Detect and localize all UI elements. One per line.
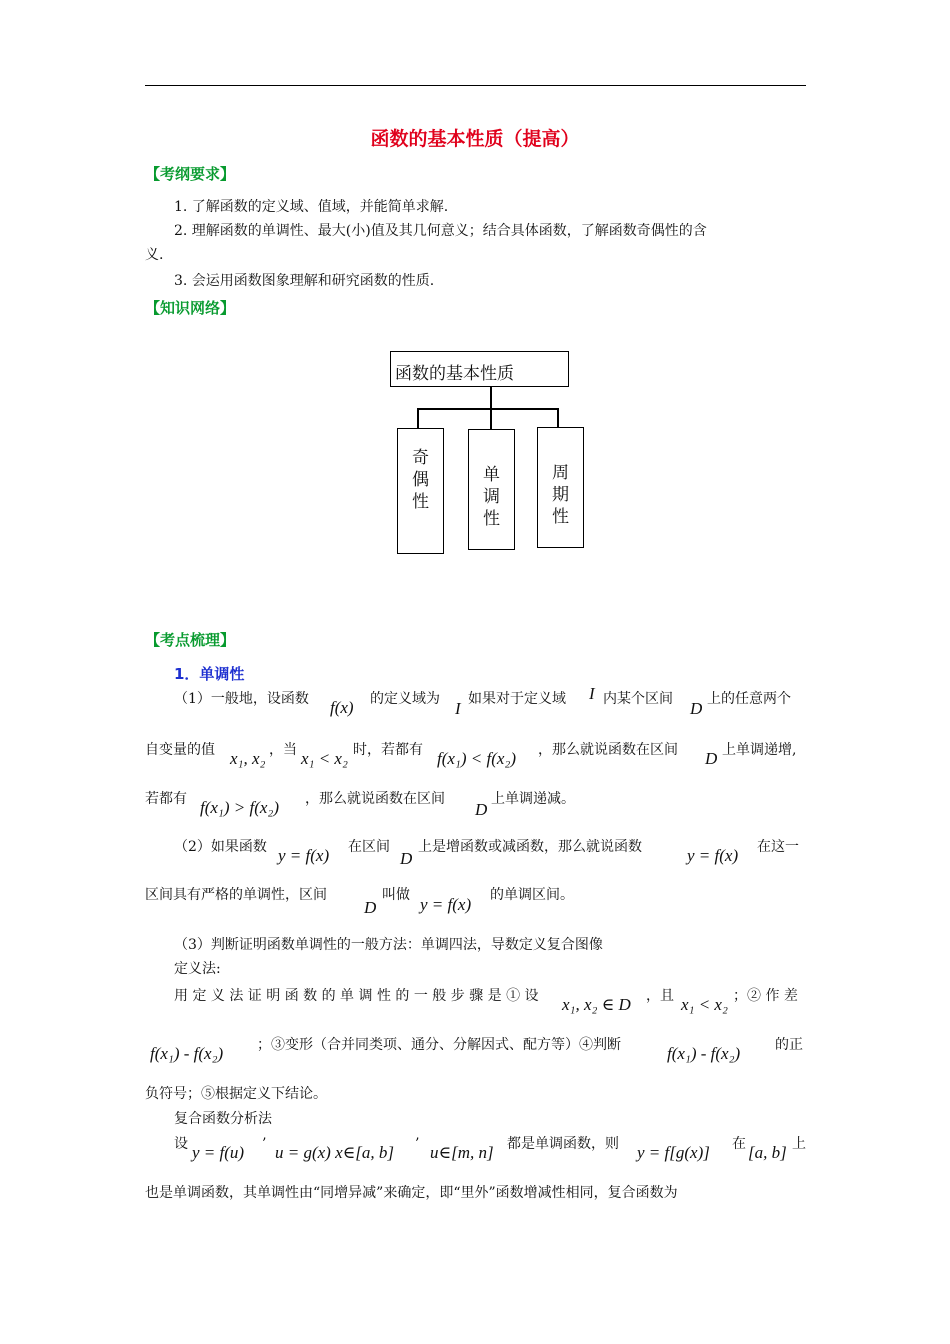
p3-text-c: ，且: [646, 988, 674, 1004]
p3-text-comp: 复合函数分析法: [174, 1111, 272, 1127]
p3-sep-2: ’: [415, 1136, 420, 1152]
p1-math-I1: I: [455, 699, 461, 718]
leaf-char: 单: [483, 465, 500, 485]
p3-math-diff1: f(x₁) - f(x₂): [150, 1044, 224, 1063]
p3-math-umn: u∈[m, n]: [430, 1143, 494, 1162]
leaf-label-monotonicity: [469, 464, 514, 530]
page-title: 函数的基本性质（提高）: [370, 128, 580, 150]
leaf-label-periodicity: [538, 462, 583, 528]
p1-text-l: ，那么就说函数在区间: [305, 791, 445, 807]
leaf-label-parity: [398, 447, 443, 513]
leaf-char: 奇: [412, 448, 429, 468]
p1-math-fx: f(x): [330, 698, 354, 717]
section-heading-network: 【知识网络】: [145, 299, 236, 317]
p2-text-b: 在区间: [348, 839, 390, 855]
p1-math-ineq2: f(x₁) > f(x₂): [200, 798, 279, 817]
p1-text-b: 的定义域为: [370, 691, 440, 707]
p3-math-ugx: u = g(x) x∈[a, b]: [275, 1143, 394, 1162]
p3-text-b: 用 定 义 法 证 明 函 数 的 单 调 性 的 一 般 步 骤 是 ① 设: [174, 988, 539, 1004]
p3-text-i: 都是单调函数，则: [507, 1136, 619, 1152]
p2-math-y1: y = f(x): [278, 846, 330, 865]
connector-middle: [490, 408, 492, 429]
leaf-char: 周: [552, 463, 569, 483]
p2-math-y2: y = f(x): [687, 846, 739, 865]
p2-text-e: 区间具有严格的单调性，区间: [145, 887, 327, 903]
diagram-leaf-periodicity: [537, 427, 584, 548]
section-heading-outline: 【考纲要求】: [145, 165, 236, 183]
p3-math-set: x₁, x₂ ∈ D: [562, 995, 631, 1014]
diagram-leaf-parity: [397, 428, 444, 554]
requirement-2: 2. 理解函数的单调性、最大(小)值及其几何意义；结合具体函数，了解函数奇偶性的含: [174, 223, 707, 239]
p2-text-d: 在这一: [757, 839, 799, 855]
connector-left: [417, 408, 419, 428]
p1-math-D2: D: [705, 749, 718, 768]
leaf-char: 性: [552, 507, 569, 527]
requirement-3: 3. 会运用函数图象理解和研究函数的性质.: [174, 273, 435, 289]
connector-bar: [417, 408, 558, 410]
p2-text-c: 上是增函数或减函数，那么就说函数: [418, 839, 642, 855]
diagram-root-label: 函数的基本性质: [395, 364, 514, 384]
p1-text-d: 内某个区间: [603, 691, 673, 707]
leaf-char: 调: [483, 487, 500, 507]
header-rule: [145, 85, 806, 86]
p3-math-yfg: y = f[g(x)]: [637, 1143, 710, 1162]
p3-math-yfu: y = f(u): [192, 1143, 245, 1162]
p3-text-d: ；② 作 差: [733, 988, 798, 1004]
p3-math-ab: [a, b]: [748, 1143, 787, 1162]
subheading-monotonicity: 1．单调性: [174, 665, 245, 683]
requirement-1: 1. 了解函数的定义域、值域，并能简单求解.: [174, 199, 449, 215]
p3-math-lt: x₁ < x₂: [681, 995, 728, 1014]
requirement-2-cont: 义.: [145, 247, 164, 263]
diagram-leaf-monotonicity: [468, 429, 515, 550]
p1-text-g: ，当: [269, 742, 297, 758]
p3-text-f: 的正: [775, 1037, 803, 1053]
p1-text-c: 如果对于定义域: [468, 691, 566, 707]
p3-text-h: 设: [174, 1136, 188, 1152]
p1-math-I2: I: [589, 684, 595, 703]
p3-math-diff2: f(x₁) - f(x₂): [667, 1044, 741, 1063]
p1-math-D3: D: [475, 800, 488, 819]
p2-math-y3: y = f(x): [420, 895, 472, 914]
p1-math-x1x2: x₁, x₂: [230, 749, 266, 768]
p1-text-h: 时，若都有: [353, 742, 423, 758]
p2-math-D2: D: [364, 898, 377, 917]
p3-text-l: 也是单调函数，其单调性由“同增异减”来确定，即“里外”函数增减性相同，复合函数为: [145, 1185, 678, 1201]
p3-text-def: 定义法:: [174, 961, 221, 977]
p1-math-lt: x₁ < x₂: [301, 749, 348, 768]
p3-text-a: （3）判断证明函数单调性的一般方法：单调四法，导数定义复合图像: [174, 937, 603, 953]
p3-text-g: 负符号；⑤根据定义下结论。: [145, 1086, 327, 1102]
leaf-char: 期: [552, 485, 569, 505]
p2-math-D1: D: [400, 849, 413, 868]
p1-text-k: 若都有: [145, 791, 187, 807]
p1-math-ineq1: f(x₁) < f(x₂): [437, 749, 516, 768]
p1-text-m: 上单调递减。: [491, 791, 575, 807]
p3-text-j: 在: [732, 1136, 746, 1152]
p1-text-j: 上单调递增,: [722, 742, 797, 758]
p2-text-g: 的单调区间。: [490, 887, 574, 903]
p1-text-f: 自变量的值: [145, 742, 215, 758]
leaf-char: 偶: [412, 470, 429, 490]
connector-right: [557, 408, 559, 427]
p3-sep-1: ’: [262, 1136, 267, 1152]
p1-text-i: ，那么就说函数在区间: [538, 742, 678, 758]
p1-text-e: 上的任意两个: [707, 691, 791, 707]
leaf-char: 性: [412, 492, 429, 512]
p1-text-a: （1）一般地，设函数: [174, 691, 309, 707]
p1-math-D1: D: [690, 699, 703, 718]
p3-text-e: ；③变形（合并同类项、通分、分解因式、配方等）④判断: [257, 1037, 621, 1053]
section-heading-points: 【考点梳理】: [145, 631, 236, 649]
connector-trunk: [490, 387, 492, 409]
p3-text-k: 上: [792, 1136, 806, 1152]
diagram-root-box: [390, 351, 569, 387]
p2-text-a: （2）如果函数: [174, 839, 267, 855]
p2-text-f: 叫做: [382, 887, 410, 903]
leaf-char: 性: [483, 509, 500, 529]
